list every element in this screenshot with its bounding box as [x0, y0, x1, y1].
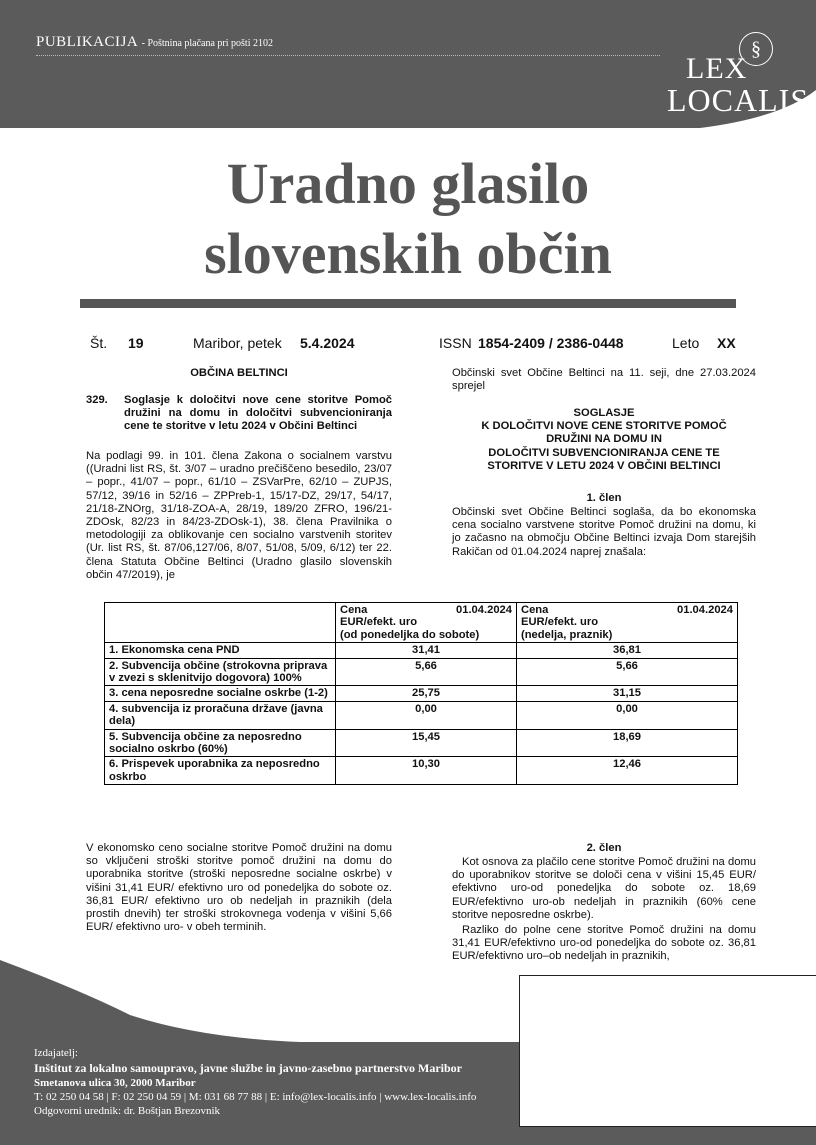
- footer-editor: Odgovorni urednik: dr. Boštjan Brezovnik: [34, 1105, 221, 1117]
- row-weekday-value: 0,00: [336, 701, 517, 729]
- issn-label: ISSN: [439, 335, 472, 351]
- year-label: Leto: [672, 335, 700, 351]
- row-label: 6. Prispevek uporabnika za neposredno oskrbo: [105, 757, 336, 785]
- article1-text: Občinski svet Občine Beltinci soglaša, da bo ekonomska cena socialno varstvene storitve Pomoč družini na domu, ki jo začasno na območju Občine Beltinci izvaja Dom starejših Rakičan od 01.04.2024 naprej znašala:: [452, 506, 756, 558]
- table-row: [105, 643, 738, 658]
- act-number: 329.: [86, 394, 108, 406]
- preamble-text: Na podlagi 99. in 101. člena Zakona o socialnem varstvu ((Uradni list RS, št. 3/07 – uradno prečiščeno besedilo, 23/07 – popr., 41/07 – popr., 61/10 – ZSVarPre, 62/10 – ZUPJS, 57/12, 39/16 in 52/16 – ZPPreb-1, 15/17-DZ, 29/17, 54/17, 21/18-ZNOrg, 31/18-ZOA-A, 28/19, 189/20 ZFRO, 196/21-ZDOsk, 82/23 in 84/23-ZDOsk-1), 38. člena Pravilnika o metodologiji za oblikovanje cen socialno varstvenih storitev (Ur. list RS, št. 87/06,127/06, 8/07, 51/08, 5/09, 6/12) ter 22. člena Statuta Občine Beltinci (Uradno glasilo slovenskih občin 47/2019), je: [86, 450, 392, 581]
- row-sunday-value: 31,15: [517, 686, 738, 701]
- year-value: XX: [717, 335, 736, 351]
- logo-localis: LOCALIS: [667, 82, 810, 118]
- row-label: 1. Ekonomska cena PND: [105, 643, 336, 658]
- header-unit: EUR/efekt. uro: [340, 616, 418, 629]
- row-sunday-value: 12,46: [517, 757, 738, 785]
- table-row: [105, 729, 738, 757]
- publication-title: PUBLIKACIJA: [36, 34, 138, 50]
- page-title-line1: Uradno glasilo: [226, 151, 590, 216]
- price-table: [104, 602, 738, 785]
- table-row: [105, 686, 738, 701]
- footer-contacts: T: 02 250 04 58 | F: 02 250 04 59 | M: 031 68 77 88 | E: info@lex-localis.info | www.lex-localis.info: [34, 1091, 477, 1103]
- issue-number-label: Št.: [90, 335, 108, 351]
- header-price-label: Cena: [521, 604, 549, 616]
- header-unit: EUR/efekt. uro: [521, 616, 599, 629]
- row-label: 2. Subvencija občine (strokovna priprava v zvezi s sklenitvijo dogovora) 100%: [105, 658, 336, 686]
- row-label: 3. cena neposredne socialne oskrbe (1-2): [105, 686, 336, 701]
- section-symbol-icon: §: [739, 32, 773, 66]
- publication-label: [36, 34, 273, 51]
- table-row: [105, 701, 738, 729]
- decision-heading-line1: SOGLASJE: [573, 407, 635, 419]
- row-weekday-value: 5,66: [336, 658, 517, 686]
- row-sunday-value: 0,00: [517, 701, 738, 729]
- title-rule: [80, 299, 736, 308]
- council-intro: Občinski svet Občine Beltinci na 11. seji, dne 27.03.2024 sprejel: [452, 367, 756, 393]
- table-header-empty: [105, 603, 336, 643]
- header-period: (nedelja, praznik): [521, 628, 613, 641]
- header-divider: [36, 55, 660, 56]
- decision-heading-line3: DOLOČITVI SUBVENCIONIRANJA CENE TE STORITVE V LETU 2024 V OBČINI BELTINCI: [487, 446, 721, 472]
- decision-heading-line2: K DOLOČITVI NOVE CENE STORITVE POMOČ DRUŽINI NA DOMU IN: [481, 420, 727, 446]
- issue-number: 19: [128, 335, 144, 351]
- row-weekday-value: 31,41: [336, 643, 517, 658]
- decision-heading: [452, 407, 756, 473]
- logo-lex: LEX: [686, 52, 748, 85]
- municipality-heading: OBČINA BELTINCI: [190, 367, 288, 379]
- page-title-line2: slovenskih občin: [204, 221, 612, 286]
- row-weekday-value: 15,45: [336, 729, 517, 757]
- article2-paragraph2: Razliko do polne cene storitve Pomoč družini na domu 31,41 EUR/efektivno uro-od ponedeljka do sobote oz. 36,81 EUR/efektivno uro–ob nedeljah in praznikih,: [452, 924, 756, 963]
- row-weekday-value: 10,30: [336, 757, 517, 785]
- row-sunday-value: 36,81: [517, 643, 738, 658]
- article2-heading: 2. člen: [586, 842, 622, 854]
- footer-address: Smetanova ulica 30, 2000 Maribor: [34, 1077, 196, 1089]
- row-label: 5. Subvencija občine za neposredno socialno oskrbo (60%): [105, 729, 336, 757]
- act-title: Soglasje k določitvi nove cene storitve Pomoč družini na domu in določitvi subvencioniranja cene te storitve v letu 2024 v Občini Beltinci: [124, 394, 392, 433]
- row-weekday-value: 25,75: [336, 686, 517, 701]
- footer-blank-box: [519, 975, 816, 1127]
- row-sunday-value: 5,66: [517, 658, 738, 686]
- footer-publisher-label: Izdajatelj:: [34, 1047, 78, 1059]
- table-row: [105, 658, 738, 686]
- issue-place: Maribor, petek: [193, 335, 282, 351]
- header-date: 01.04.2024: [456, 604, 512, 616]
- header-period: (od ponedeljka do sobote): [340, 628, 480, 641]
- issn-value: 1854-2409 / 2386-0448: [478, 335, 624, 351]
- header-price-label: Cena: [340, 604, 368, 616]
- table-header-row: [105, 603, 738, 643]
- row-label: 4. subvencija iz proračuna države (javna dela): [105, 701, 336, 729]
- issue-date: 5.4.2024: [300, 335, 355, 351]
- article2-paragraph1: Kot osnova za plačilo cene storitve Pomoč družini na domu do uporabnikov storitve se določi cena v višini 15,45 EUR/ efektivno uro-od ponedeljka do sobote oz. 18,69 EUR/efektivno uro-ob nedeljah in praznikih (60% cene storitve neposredne oskrbe).: [452, 856, 756, 921]
- table-header-sunday: [517, 603, 738, 643]
- footer-publisher: Inštitut za lokalno samoupravo, javne službe in javno-zasebno partnerstvo Maribor: [34, 1061, 463, 1075]
- price-explanation-text: V ekonomsko ceno socialne storitve Pomoč družini na domu so vključeni stroški storitve pomoč družini na domu do uporabnika storitve (stroški neposredne socialne oskrbe) v višini 31,41 EUR/ efektivno uro od ponedeljka do sobote oz. 36,81 EUR/ efektivno uro ob nedeljah in praznikih (dela prostih dnevih) ter stroški strokovnega vodenja v višini 5,66 EUR/ efektivno uro- v obeh terminih.: [86, 842, 392, 934]
- header-date: 01.04.2024: [677, 604, 733, 616]
- row-sunday-value: 18,69: [517, 729, 738, 757]
- article1-heading: 1. člen: [586, 492, 622, 504]
- table-row: [105, 757, 738, 785]
- postage-note: - Poštnina plačana pri pošti 2102: [141, 38, 273, 49]
- table-header-weekday: [336, 603, 517, 643]
